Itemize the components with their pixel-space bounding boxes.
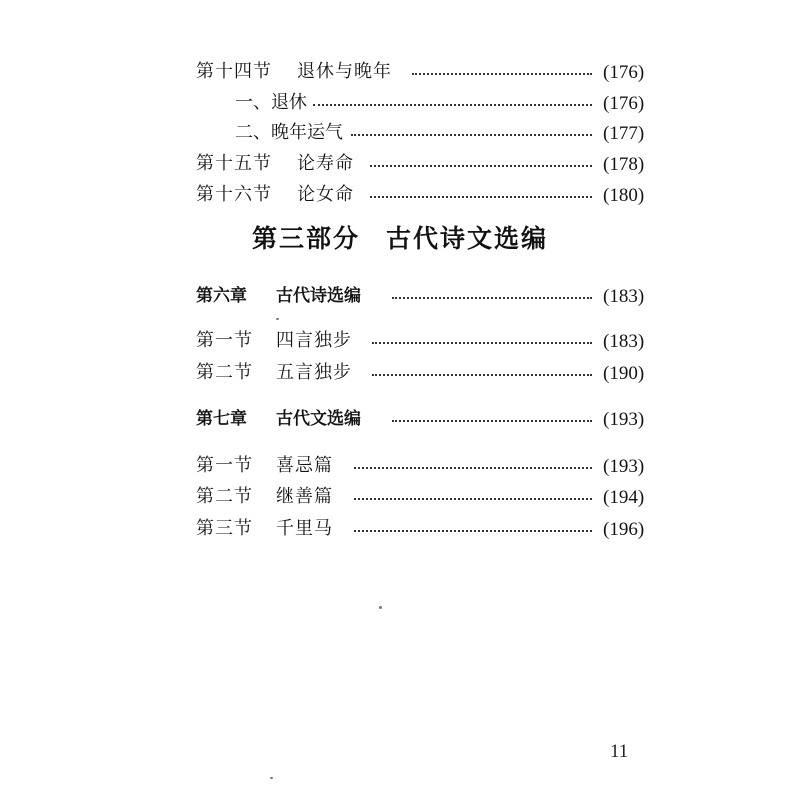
page-ref: (176) bbox=[603, 92, 645, 114]
section-label: 第二节 bbox=[196, 486, 253, 507]
section-label: 第一节 bbox=[196, 330, 253, 351]
section-title: 五言独步 bbox=[276, 362, 352, 383]
page-ref: (183) bbox=[603, 285, 645, 307]
section-title: 喜忌篇 bbox=[276, 455, 333, 476]
page-ref: (176) bbox=[603, 61, 645, 83]
page-ref: (193) bbox=[603, 408, 645, 430]
leader-dots bbox=[351, 134, 592, 136]
page-ref: (190) bbox=[603, 362, 645, 384]
leader-dots bbox=[372, 342, 592, 344]
section-label: 第三节 bbox=[196, 518, 253, 539]
chapter-title: 古代诗选编 bbox=[276, 285, 361, 306]
part-heading bbox=[0, 219, 800, 255]
chapter-label: 第六章 bbox=[196, 285, 247, 306]
leader-dots bbox=[354, 467, 592, 469]
page-ref: (178) bbox=[603, 153, 645, 175]
part-number: 第三部分 bbox=[251, 224, 360, 253]
subsection-label: 一、退休 bbox=[235, 92, 307, 113]
page-ref: (180) bbox=[603, 184, 645, 206]
section-title: 论女命 bbox=[297, 184, 354, 205]
page-ref: (183) bbox=[603, 330, 645, 352]
leader-dots bbox=[370, 165, 592, 167]
section-label: 第十六节 bbox=[196, 184, 272, 205]
page-ref: (196) bbox=[603, 518, 645, 540]
page-number: 11 bbox=[610, 741, 629, 762]
part-title: 古代诗文选编 bbox=[386, 224, 549, 253]
section-title: 退休与晚年 bbox=[297, 61, 392, 82]
scan-speck bbox=[270, 777, 273, 779]
leader-dots bbox=[313, 104, 592, 106]
scan-speck bbox=[276, 318, 279, 320]
section-label: 第二节 bbox=[196, 362, 253, 383]
scan-speck bbox=[379, 606, 382, 609]
leader-dots bbox=[392, 297, 592, 299]
leader-dots bbox=[354, 530, 592, 532]
leader-dots bbox=[370, 196, 592, 198]
leader-dots bbox=[354, 498, 592, 500]
section-title: 论寿命 bbox=[297, 153, 354, 174]
subsection-label: 二、晚年运气 bbox=[235, 122, 343, 143]
section-label: 第十五节 bbox=[196, 153, 272, 174]
section-title: 继善篇 bbox=[276, 486, 333, 507]
page-ref: (193) bbox=[603, 455, 645, 477]
chapter-label: 第七章 bbox=[196, 408, 247, 429]
chapter-title: 古代文选编 bbox=[276, 408, 361, 429]
section-label: 第十四节 bbox=[196, 61, 272, 82]
leader-dots bbox=[372, 374, 592, 376]
section-label: 第一节 bbox=[196, 455, 253, 476]
leader-dots bbox=[412, 73, 592, 75]
page-ref: (194) bbox=[603, 486, 645, 508]
section-title: 千里马 bbox=[276, 518, 333, 539]
page-ref: (177) bbox=[603, 122, 645, 144]
section-title: 四言独步 bbox=[276, 330, 352, 351]
leader-dots bbox=[392, 420, 592, 422]
